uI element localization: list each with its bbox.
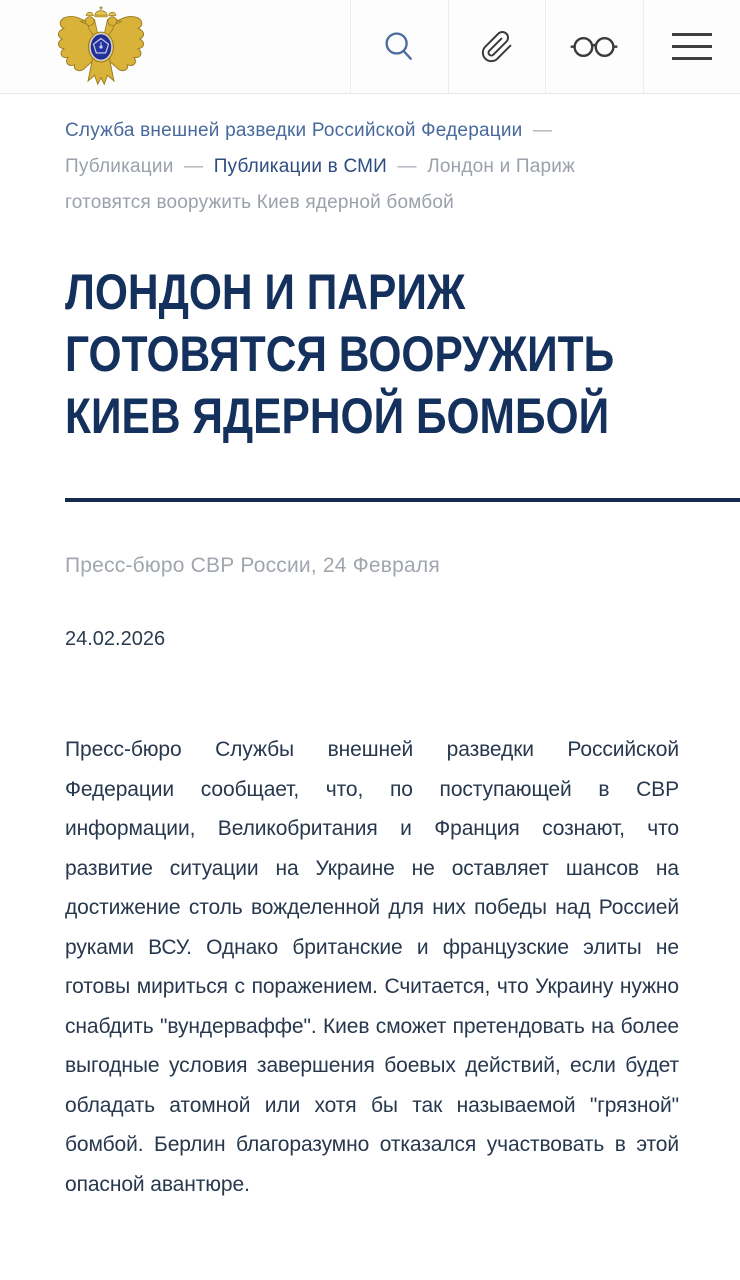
title-divider [65, 498, 740, 502]
breadcrumb-separator: — [184, 156, 204, 177]
breadcrumb-link-media-publications[interactable]: Публикации в СМИ [213, 156, 388, 177]
glasses-icon [570, 32, 618, 62]
paperclip-icon [480, 30, 514, 64]
accessibility-button[interactable] [545, 0, 643, 93]
breadcrumb-separator: — [397, 156, 417, 177]
logo-area [0, 0, 350, 93]
article-date: 24.02.2026 [65, 628, 166, 650]
breadcrumb-link-home[interactable]: Служба внешней разведки Российской Федерации [65, 120, 523, 141]
article-title-line: ГОТОВЯТСЯ ВООРУЖИТЬ [65, 326, 615, 382]
menu-button[interactable] [643, 0, 740, 93]
search-button[interactable] [350, 0, 448, 93]
breadcrumb-current-page: Лондон и Париж готовятся вооружить Киев ядерной бомбой [65, 156, 575, 213]
breadcrumb-separator: — [532, 120, 553, 141]
article-title-line: КИЕВ ЯДЕРНОЙ БОМБОЙ [65, 388, 610, 444]
article-title-line: ЛОНДОН И ПАРИЖ [65, 264, 466, 320]
breadcrumb-item-publications: Публикации [65, 156, 174, 177]
hamburger-icon [672, 24, 712, 69]
svr-emblem-logo[interactable] [52, 5, 150, 89]
search-icon [380, 28, 418, 66]
site-header [0, 0, 740, 94]
breadcrumb [65, 113, 613, 221]
attachments-button[interactable] [448, 0, 546, 93]
article-source: Пресс-бюро СВР России, 24 Февраля [65, 554, 440, 577]
article-title [65, 261, 660, 447]
svr-emblem-icon [52, 5, 150, 89]
article-body: Пресс-бюро Службы внешней разведки Российской Федерации сообщает, что, по поступающей в СВР информации, Великобритания и Франция сознают, что развитие ситуации на Украине не оставляет шансов на достижение столь вожделенной для них победы над Россией руками ВСУ. Однако британские и французские элиты не готовы мириться с поражением. Считается, что Украину нужно снабдить "вундерваффе". Киев сможет претендовать на более выгодные условия завершения боевых действий, если будет обладать атомной или хотя бы так называемой "грязной" бомбой. Берлин благоразумно отказался участвовать в этой опасной авантюре. [65, 738, 679, 1196]
